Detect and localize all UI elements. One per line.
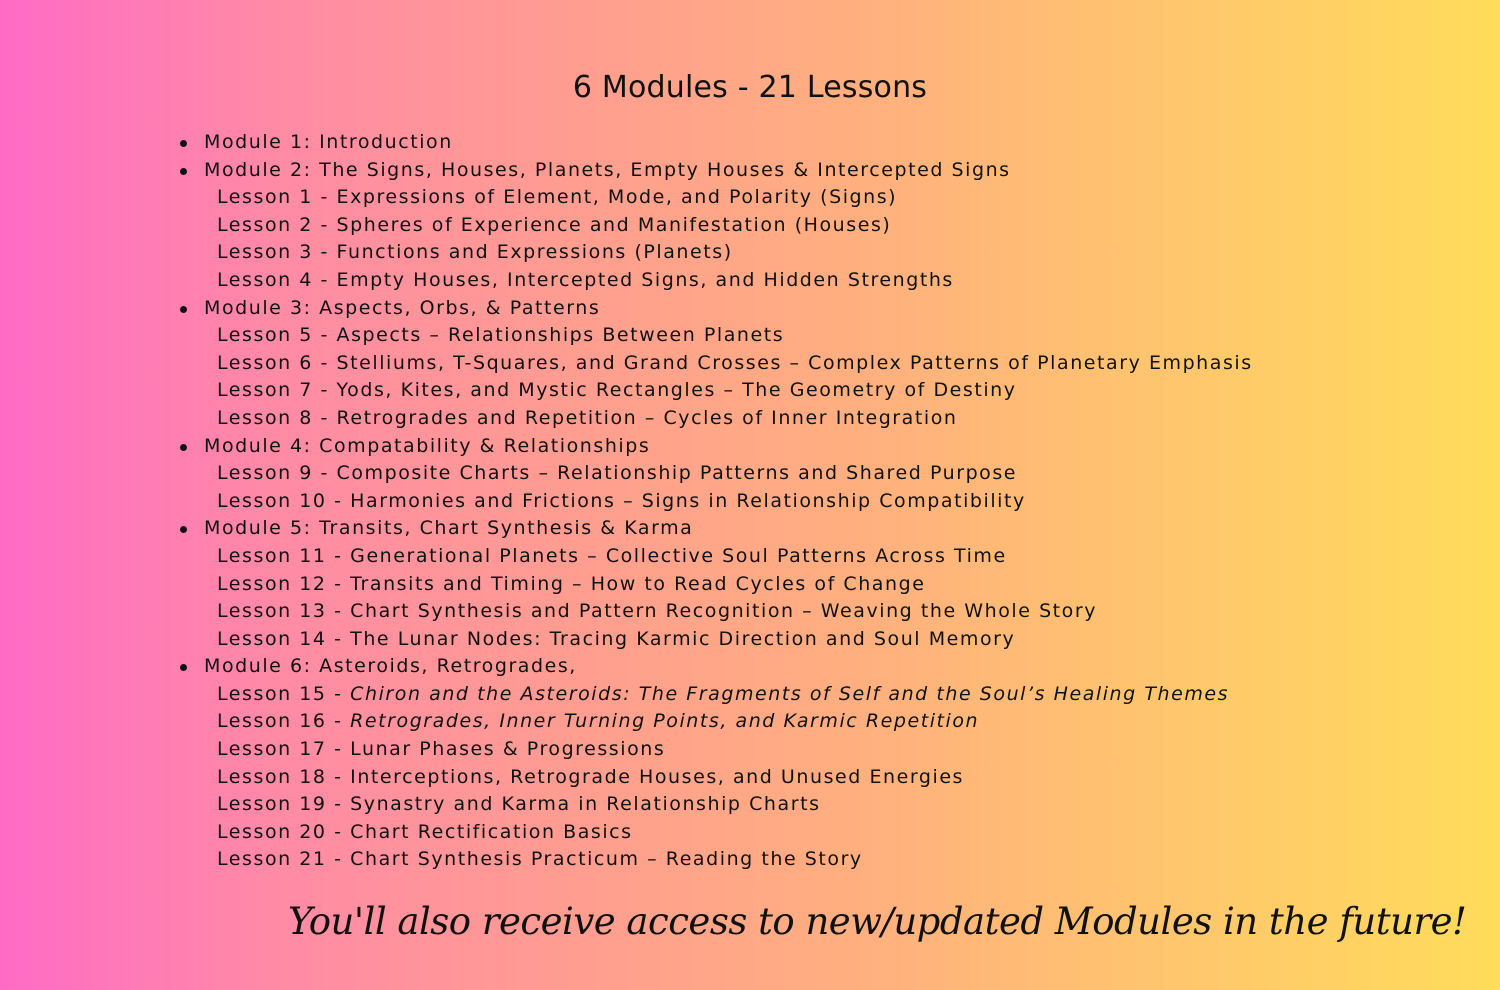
lesson-number: Lesson 20 - xyxy=(217,820,351,843)
lesson-number: Lesson 7 - xyxy=(217,379,337,402)
bullet-icon xyxy=(180,444,187,451)
lesson-item xyxy=(0,819,1500,847)
lesson-number: Lesson 11 - xyxy=(217,544,351,567)
lesson-number: Lesson 5 - xyxy=(217,324,337,347)
module-label: Module 5: Transits, Chart Synthesis & Karma xyxy=(204,517,694,540)
lesson-title: Empty Houses, Intercepted Signs, and Hidden Strengths xyxy=(336,268,954,291)
lesson-item xyxy=(0,460,1500,488)
module-item xyxy=(0,129,1500,157)
lesson-title: Functions and Expressions (Planets) xyxy=(336,241,733,264)
bullet-icon xyxy=(180,140,187,147)
lesson-title: Lunar Phases & Progressions xyxy=(350,738,666,761)
lesson-number: Lesson 3 - xyxy=(217,241,337,264)
lesson-item xyxy=(0,764,1500,792)
lesson-item xyxy=(0,377,1500,405)
lesson-title: Transits and Timing – How to Read Cycles of Change xyxy=(350,572,926,595)
lesson-title: Generational Planets – Collective Soul Patterns Across Time xyxy=(350,544,1007,567)
lesson-item xyxy=(0,543,1500,571)
bullet-icon xyxy=(180,168,187,175)
module-label: Module 2: The Signs, Houses, Planets, Empty Houses & Intercepted Signs xyxy=(204,158,1011,181)
lesson-title: Chiron and the Asteroids: The Fragments of Self and the Soul’s Healing Themes xyxy=(350,682,1230,705)
lesson-item xyxy=(0,626,1500,654)
lesson-title: Composite Charts – Relationship Patterns and Shared Purpose xyxy=(336,462,1018,485)
lesson-title: Retrogrades and Repetition – Cycles of Inner Integration xyxy=(336,406,958,429)
lesson-number: Lesson 12 - xyxy=(217,572,351,595)
lesson-title: Chart Rectification Basics xyxy=(350,820,633,843)
lesson-number: Lesson 18 - xyxy=(217,765,351,788)
lesson-title: Expressions of Element, Mode, and Polarity (Signs) xyxy=(336,186,898,209)
module-label: Module 4: Compatability & Relationships xyxy=(204,434,651,457)
module-item xyxy=(0,515,1500,543)
lesson-item xyxy=(0,267,1500,295)
lesson-number: Lesson 19 - xyxy=(217,793,351,816)
lesson-item xyxy=(0,708,1500,736)
lesson-title: Harmonies and Frictions – Signs in Relationship Compatibility xyxy=(350,489,1026,512)
module-label: Module 1: Introduction xyxy=(204,131,453,153)
lesson-item xyxy=(0,681,1500,709)
lesson-number: Lesson 13 - xyxy=(217,600,351,623)
lesson-number: Lesson 17 - xyxy=(217,738,351,761)
lesson-item xyxy=(0,598,1500,626)
lesson-title: Stelliums, T-Squares, and Grand Crosses – Complex Patterns of Planetary Emphasis xyxy=(336,351,1253,374)
lesson-item xyxy=(0,239,1500,267)
lesson-item xyxy=(0,571,1500,599)
module-list xyxy=(0,129,1500,874)
module-item xyxy=(0,433,1500,461)
page-title: 6 Modules - 21 Lessons xyxy=(572,70,928,105)
lesson-number: Lesson 2 - xyxy=(217,213,337,236)
lesson-item xyxy=(0,350,1500,378)
module-item xyxy=(0,653,1500,681)
lesson-title: The Lunar Nodes: Tracing Karmic Direction and Soul Memory xyxy=(350,627,1016,650)
lesson-number: Lesson 15 - xyxy=(217,682,351,705)
bullet-icon xyxy=(180,526,187,533)
lesson-title: Chart Synthesis Practicum – Reading the Story xyxy=(350,848,863,871)
lesson-item xyxy=(0,488,1500,516)
module-item xyxy=(0,157,1500,185)
lesson-item xyxy=(0,405,1500,433)
lesson-item xyxy=(0,322,1500,350)
lesson-number: Lesson 9 - xyxy=(217,462,337,485)
lesson-number: Lesson 6 - xyxy=(217,351,337,374)
lesson-title: Retrogrades, Inner Turning Points, and Karmic Repetition xyxy=(350,710,980,733)
lesson-number: Lesson 21 - xyxy=(217,848,351,871)
lesson-number: Lesson 16 - xyxy=(217,710,351,733)
module-label: Module 6: Asteroids, Retrogrades, xyxy=(204,655,577,678)
lesson-title: Aspects – Relationships Between Planets xyxy=(336,324,785,347)
footer-note: You'll also receive access to new/updated Modules in the future! xyxy=(288,900,1467,943)
lesson-title: Synastry and Karma in Relationship Charts xyxy=(350,793,821,816)
lesson-title: Spheres of Experience and Manifestation (Houses) xyxy=(336,213,892,236)
bullet-icon xyxy=(180,664,187,671)
lesson-item xyxy=(0,212,1500,240)
lesson-title: Chart Synthesis and Pattern Recognition – Weaving the Whole Story xyxy=(350,600,1098,623)
lesson-number: Lesson 4 - xyxy=(217,268,337,291)
lesson-number: Lesson 14 - xyxy=(217,627,351,650)
lesson-title: Interceptions, Retrograde Houses, and Unused Energies xyxy=(350,765,965,788)
lesson-number: Lesson 1 - xyxy=(217,186,337,209)
lesson-title: Yods, Kites, and Mystic Rectangles – The Geometry of Destiny xyxy=(336,379,1017,402)
lesson-item xyxy=(0,791,1500,819)
lesson-item xyxy=(0,736,1500,764)
lesson-item xyxy=(0,846,1500,874)
lesson-number: Lesson 10 - xyxy=(217,489,351,512)
module-label: Module 3: Aspects, Orbs, & Patterns xyxy=(204,296,601,319)
bullet-icon xyxy=(180,306,187,313)
lesson-item xyxy=(0,184,1500,212)
module-item xyxy=(0,295,1500,323)
lesson-number: Lesson 8 - xyxy=(217,406,337,429)
